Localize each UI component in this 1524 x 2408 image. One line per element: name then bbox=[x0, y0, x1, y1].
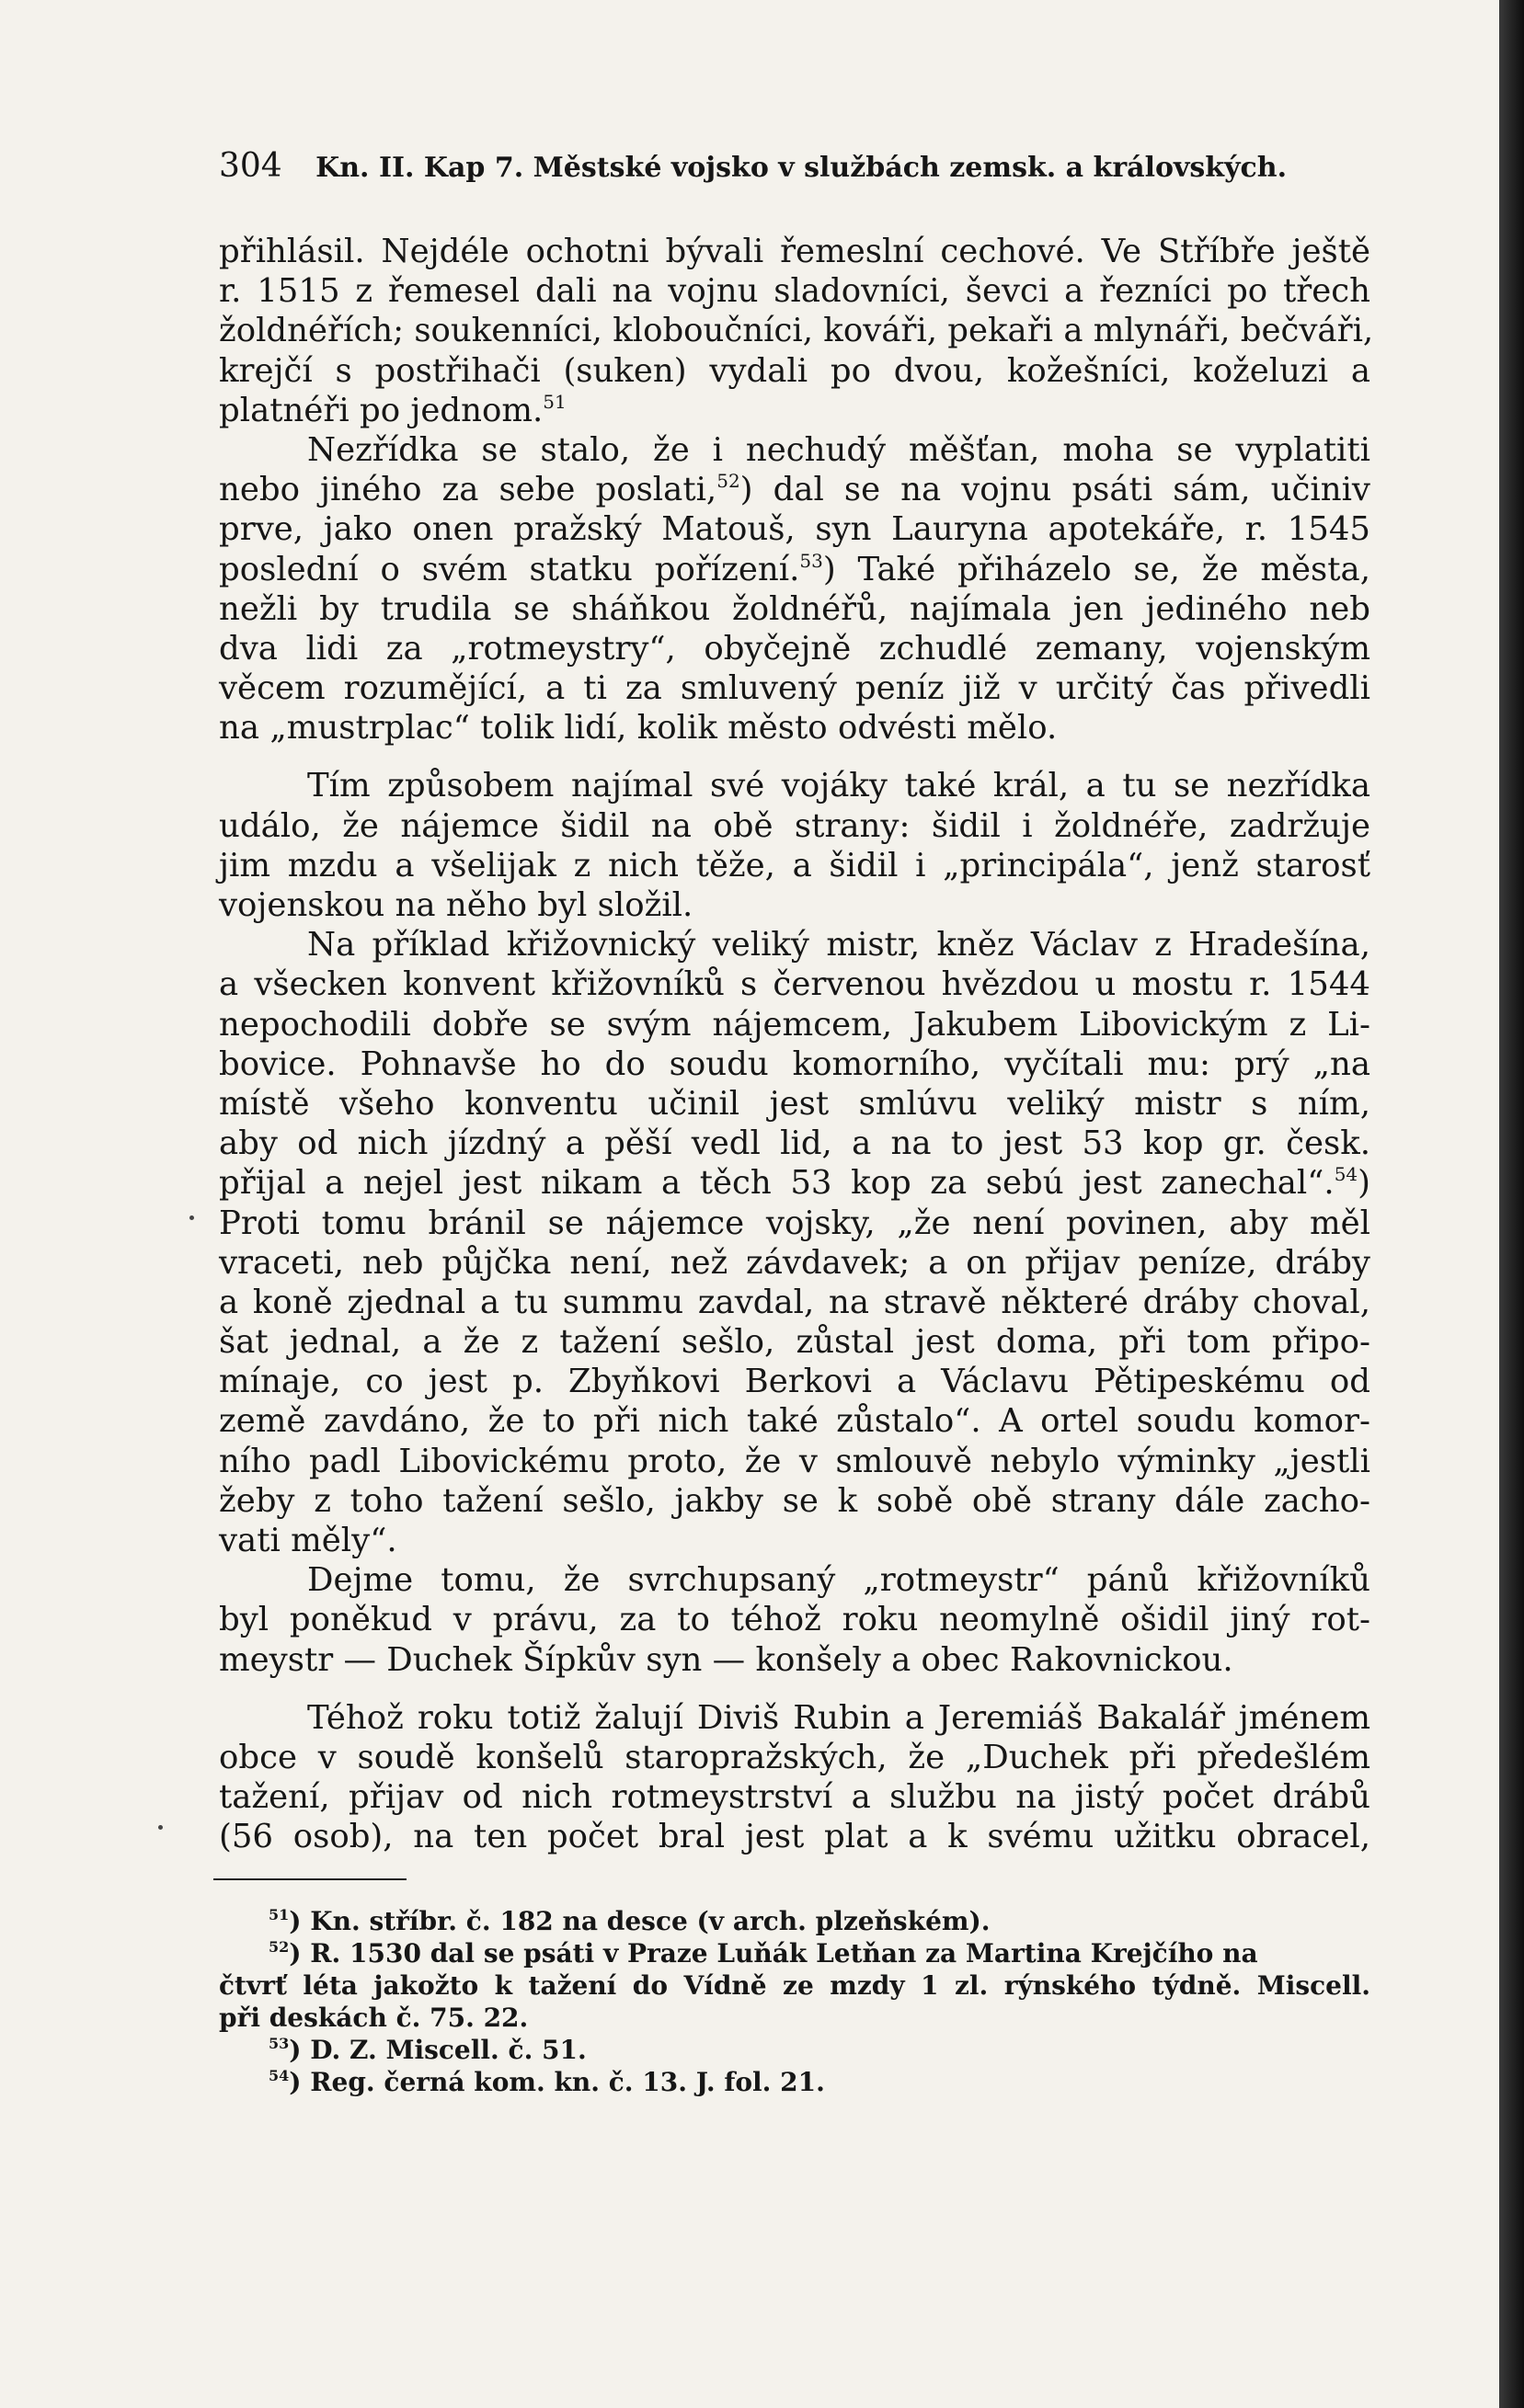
text-line bbox=[219, 925, 1370, 964]
line-text: vraceti, neb půjčka není, než závdavek; a on přijav peníze, dráby bbox=[219, 1243, 1370, 1282]
footnote-text: R. 1530 dal se psáti v Praze Luňák Letňan za Martina Krejčího na bbox=[310, 1938, 1258, 1969]
text-line bbox=[219, 1322, 1370, 1362]
text-line bbox=[219, 668, 1370, 708]
line-text: mínaje, co jest p. Zbyňkovi Berkovi a Václavu Pětipeskému od bbox=[219, 1363, 1370, 1401]
text-line bbox=[219, 1283, 1370, 1322]
line-text: na „mustrplac“ tolik lidí, kolik město odvésti mělo. bbox=[219, 709, 1058, 748]
line-text: prve, jako onen pražský Matouš, syn Lauryna apotekáře, r. 1545 bbox=[219, 510, 1370, 549]
footnote-divider bbox=[213, 1878, 407, 1880]
text-line bbox=[219, 1817, 1370, 1856]
text-line bbox=[219, 470, 1370, 509]
running-title: Kn. II. Kap 7. Městské vojsko v službách zemsk. a královských. bbox=[315, 152, 1288, 184]
text-line bbox=[219, 708, 1370, 748]
line-text: tažení, přijav od nich rotmeystrství a službu na jistý počet drábů bbox=[219, 1778, 1370, 1817]
footnote bbox=[219, 2034, 1370, 2066]
line-text: jim mzdu a všelijak z nich těže, a šidil i „principála“, jenž starosť bbox=[219, 846, 1370, 884]
line-text: přijal a nejel jest nikam a těch 53 kop za sebú jest zanechal“. bbox=[219, 1164, 1335, 1203]
footnote-number: 54 bbox=[269, 2067, 290, 2084]
line-text: bovice. Pohnavše ho do soudu komorního, vyčítali mu: prý „na bbox=[219, 1044, 1370, 1083]
line-text: ního padl Libovickému proto, že v smlouvě nebylo výminky „jestli bbox=[219, 1442, 1370, 1480]
text-line bbox=[219, 766, 1370, 805]
text-line bbox=[219, 1521, 1370, 1560]
footnote-text: čtvrť léta jakožto k tažení do Vídně ze mzdy 1 zl. rýnského týdně. Miscell. bbox=[219, 1970, 1370, 2001]
footnote-paren: ) bbox=[289, 1938, 311, 1969]
line-text: nepochodili dobře se svým nájemcem, Jakubem Libovickým z Li- bbox=[219, 1005, 1370, 1044]
running-header bbox=[219, 147, 1369, 185]
text-line bbox=[219, 1084, 1370, 1124]
line-text: vati měly“. bbox=[219, 1522, 397, 1559]
footnote-ref[interactable]: 52 bbox=[716, 470, 740, 493]
footnote-number: 51 bbox=[269, 1906, 290, 1923]
text-line bbox=[219, 351, 1370, 391]
text-line bbox=[219, 1738, 1370, 1777]
line-text: nebo jiného za sebe poslati, bbox=[219, 471, 717, 509]
text-line bbox=[219, 1442, 1370, 1481]
line-text: vojenskou na něho byl složil. bbox=[219, 886, 693, 924]
footnote bbox=[219, 1937, 1370, 1969]
line-text: meystr — Duchek Šípkův syn — konšely a obec Rakovnickou. bbox=[219, 1640, 1233, 1679]
text-line bbox=[219, 846, 1370, 885]
text-line bbox=[219, 1124, 1370, 1163]
line-text: nežli by trudila se sháňkou žoldnéřů, najímala jen jediného neb bbox=[219, 589, 1370, 628]
text-line bbox=[219, 629, 1370, 668]
text-line bbox=[219, 1640, 1370, 1680]
footnote-ref[interactable]: 53 bbox=[799, 549, 823, 572]
line-text: šat jednal, a že z tažení sešlo, zůstal jest doma, při tom připo- bbox=[219, 1323, 1370, 1362]
text-line bbox=[219, 1698, 1370, 1738]
footnote-text: D. Z. Miscell. č. 51. bbox=[310, 2035, 587, 2065]
line-text-after-ref: ) dal se na vojnu psáti sám, učiniv bbox=[739, 471, 1370, 509]
page-number: 304 bbox=[219, 147, 282, 185]
body-text bbox=[219, 232, 1374, 1857]
text-line bbox=[219, 1560, 1370, 1600]
line-text: Dejme tomu, že svrchupsaný „rotmeystr“ pánů křižovníků bbox=[307, 1561, 1370, 1600]
line-text: a všecken konvent křižovníků s červenou hvězdou u mostu r. 1544 bbox=[219, 965, 1370, 1004]
text-line bbox=[219, 550, 1370, 589]
line-text: platnéři po jednom. bbox=[219, 391, 544, 429]
text-line bbox=[219, 271, 1370, 311]
text-line bbox=[219, 1777, 1370, 1817]
line-text-after-ref: ) Také přiházelo se, že města, bbox=[822, 550, 1370, 588]
text-line bbox=[219, 1600, 1370, 1639]
line-text: událo, že nájemce šidil na obě strany: šidil i žoldnéře, zadržuje bbox=[219, 806, 1370, 845]
paragraph-gap bbox=[219, 1680, 1370, 1698]
book-edge bbox=[1499, 0, 1524, 2408]
line-text: žoldnéřích; soukenníci, kloboučníci, kováři, pekaři a mlynáři, bečváři, bbox=[219, 312, 1374, 350]
text-line bbox=[219, 232, 1370, 271]
line-text: krejčí s postřihači (suken) vydali po dvou, kožešníci, koželuzi a bbox=[219, 351, 1370, 390]
line-text: věcem rozumějící, a ti za smluvený peníz již v určitý čas přivedli bbox=[219, 669, 1370, 708]
text-line bbox=[219, 311, 1374, 350]
text-line bbox=[219, 806, 1370, 846]
line-text: místě všeho konventu učinil jest smlúvu veliký mistr s ním, bbox=[219, 1084, 1370, 1123]
text-line bbox=[219, 1401, 1370, 1441]
text-line bbox=[219, 1243, 1370, 1283]
text-line bbox=[219, 391, 1370, 430]
footnote-continuation bbox=[219, 2002, 1370, 2034]
line-text: obce v soudě konšelů staropražských, že „Duchek při předešlém bbox=[219, 1738, 1370, 1776]
footnote-number: 53 bbox=[269, 2035, 290, 2052]
paper-speck bbox=[158, 1825, 163, 1830]
paper-speck bbox=[189, 1215, 194, 1220]
text-line bbox=[219, 885, 1370, 925]
line-text: (56 osob), na ten počet bral jest plat a k svému užitku obracel, bbox=[219, 1818, 1370, 1856]
line-text: a koně zjednal a tu summu zavdal, na stravě některé dráby choval, bbox=[219, 1283, 1370, 1321]
text-line bbox=[219, 1163, 1370, 1203]
footnote-ref[interactable]: 51 bbox=[543, 390, 567, 413]
footnote-paren: ) bbox=[289, 1906, 311, 1936]
line-text: země zavdáno, že to při nich také zůstalo“. A ortel soudu komor- bbox=[219, 1402, 1370, 1441]
footnote bbox=[219, 1905, 1370, 1937]
text-line bbox=[219, 1005, 1370, 1044]
line-text: Nezřídka se stalo, že i nechudý měšťan, moha se vyplatiti bbox=[307, 430, 1370, 469]
text-line bbox=[219, 1362, 1370, 1401]
footnotes bbox=[219, 1905, 1370, 2098]
line-text: Tím způsobem najímal své vojáky také král, a tu se nezřídka bbox=[307, 767, 1370, 805]
line-text-after-ref: ) bbox=[1358, 1164, 1370, 1203]
text-line bbox=[219, 589, 1370, 629]
text-line bbox=[219, 1044, 1370, 1084]
footnote bbox=[219, 2066, 1370, 2098]
paragraph-gap bbox=[219, 748, 1370, 766]
line-text: Na příklad křižovnický veliký mistr, kněz Václav z Hradešína, bbox=[307, 926, 1370, 964]
text-line bbox=[219, 509, 1370, 549]
line-text: přihlásil. Nejdéle ochotni bývali řemeslní cechové. Ve Stříbře ještě bbox=[219, 233, 1370, 270]
text-line bbox=[219, 430, 1370, 470]
footnote-text: Kn. stříbr. č. 182 na desce (v arch. plzeňském). bbox=[310, 1906, 991, 1936]
line-text: byl poněkud v právu, za to téhož roku neomylně ošidil jiný rot- bbox=[219, 1601, 1370, 1639]
footnote-paren: ) bbox=[289, 2067, 311, 2097]
footnote-paren: ) bbox=[289, 2035, 311, 2065]
line-text: Téhož roku totiž žalují Diviš Rubin a Jeremiáš Bakalář jménem bbox=[307, 1698, 1370, 1737]
footnote-text: při deskách č. 75. 22. bbox=[219, 2003, 529, 2033]
line-text: dva lidi za „rotmeystry“, obyčejně zchudlé zemany, vojenským bbox=[219, 629, 1370, 668]
line-text: Proti tomu bránil se nájemce vojsky, „že není povinen, aby měl bbox=[219, 1204, 1370, 1242]
line-text: poslední o svém statku pořízení. bbox=[219, 550, 800, 588]
footnote-ref[interactable]: 54 bbox=[1334, 1163, 1358, 1186]
text-line bbox=[219, 1204, 1370, 1243]
line-text: žeby z toho tažení sešlo, jakby se k sobě obě strany dále zacho- bbox=[219, 1481, 1370, 1520]
text-line bbox=[219, 964, 1370, 1004]
footnote-text: Reg. černá kom. kn. č. 13. J. fol. 21. bbox=[310, 2067, 825, 2097]
footnote-continuation bbox=[219, 1969, 1370, 2002]
line-text: aby od nich jízdný a pěší vedl lid, a na to jest 53 kop gr. česk. bbox=[219, 1124, 1370, 1163]
footnote-number: 52 bbox=[269, 1938, 290, 1956]
line-text: r. 1515 z řemesel dali na vojnu sladovníci, ševci a řezníci po třech bbox=[219, 272, 1370, 311]
text-line bbox=[219, 1481, 1370, 1521]
